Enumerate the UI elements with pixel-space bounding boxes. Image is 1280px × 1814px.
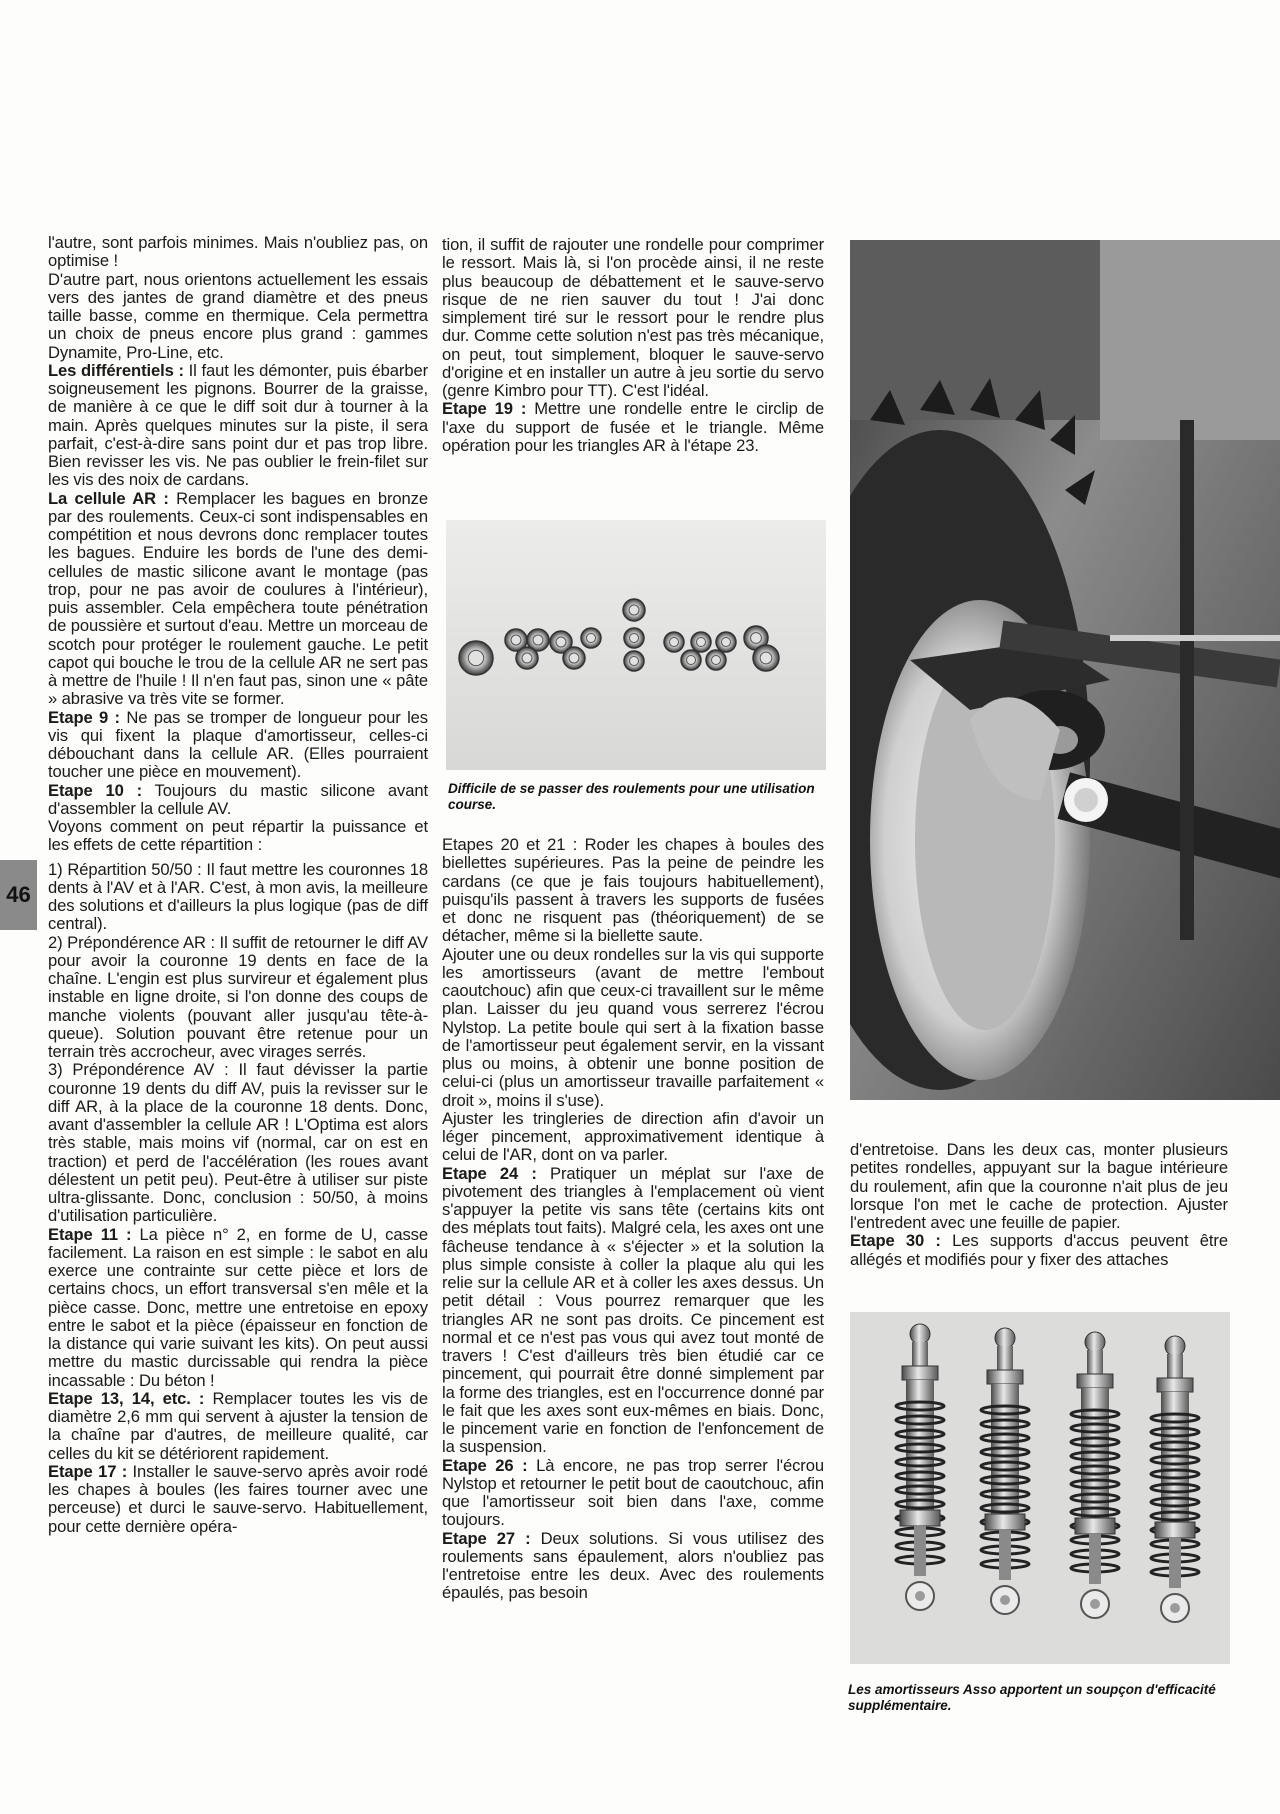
text-column-middle-top [442,236,824,455]
paragraph-text: 1) Répartition 50/50 : Il faut mettre les couronnes 18 dents à l'AV et à l'AR. C'est, à mon avis, la meilleure des solutions et d'ailleurs la plus logique (pas de diff central). [48,859,428,934]
paragraph-text: Ajuster les tringleries de direction afin d'avoir un léger pincement, approximativement identique à celui de l'AR, dont on va parler. [442,1108,824,1165]
washer-hole [760,652,772,664]
washer-hole [630,634,639,643]
text-column-left [48,234,428,1536]
step-heading: Les différentiels : [48,360,184,380]
paragraph-text: Là encore, ne pas trop serrer l'écrou Nylstop et retourner le petit bout de caoutchouc, afin que l'amortisseur soit bien dans l'axe, comme toujours. [442,1455,824,1530]
paragraph [442,236,824,400]
step-heading: La cellule AR : [48,488,169,508]
text-column-right [850,1141,1228,1269]
paragraph [48,1061,428,1225]
paragraph-text: D'autre part, nous orientons actuellement les essais vers des jantes de grand diamètre et des pneus taille basse, comme en thermique. Cela permettra un choix de pneus encore plus grand : gammes Dynamite, Pro-Line, etc. [48,269,428,362]
washer-hole [629,605,639,615]
step-heading: Etape 19 : [442,399,527,419]
step-heading: Etape 13, 14, etc. : [48,1388,205,1408]
step-heading: Etape 17 : [48,1461,128,1481]
paragraph-text: tion, il suffit de rajouter une rondelle pour comprimer le ressort. Mais là, si l'on procède ainsi, il ne reste plus beaucoup de débattement et le sauve-servo risque de ne rien sauver du tout ! J'ai donc simplement tiré sur le ressort pour le rendre plus dur. Comme cette solution n'est pas très mécanique, on peut, tout simplement, bloquer le sauve-servo d'origine et en installer un autre à jeu sortie du servo (genre Kimbro pour TT). C'est l'idéal. [442,235,824,400]
paragraph [48,782,428,819]
paragraph [48,234,428,271]
paragraph-text: Voyons comment on peut répartir la puissance et les effets de cette répartition : [48,817,428,855]
washer-hole [751,633,762,644]
paragraph-text: 2) Prépondérence AR : Il suffit de retourner le diff AV pour avoir la couronne 19 dents en face de la chaîne. L'engin est plus survireur et également plus instable en ligne droite, si l'on donne des coups de manche violents (pouvant aller jusqu'au tête-à-queue). Solution pouvant être retenue pour un terrain très accrocheur, avec virages serrés. [48,932,428,1061]
washers-caption: Difficile de se passer des roulements pour une utilisation course. [448,781,815,812]
paragraph [442,946,824,1110]
paragraph [48,861,428,934]
paragraph-text: l'autre, sont parfois minimes. Mais n'oubliez pas, on optimise ! [48,233,428,271]
paragraph-text: Ajouter une ou deux rondelles sur la vis qui supporte les amortisseurs (avant de mettre l'embout caoutchouc) afin que ceux-ci travaillent sur le même plan. Laisser du jeu quand vous serrerez l'écrou Nylstop. La petite boule qui sert à la fixation basse de l'amortisseur peut également servir, en la vissant plus ou moins, à obtenir une bonne position de celui-ci (plus un amortisseur travaille parfaitement « droit », moins il s'use). [442,944,824,1110]
washer-hole [569,653,579,663]
step-heading: Etape 9 : [48,707,120,727]
washer-hole [722,638,731,647]
suspension-photo [850,240,1280,1100]
shocks-caption: Les amortisseurs Asso apportent un soupçon d'efficacité supplémentaire. [848,1682,1216,1713]
paragraph [48,934,428,1062]
washer-hole [687,656,696,665]
paragraph [48,1226,428,1390]
washer-hole [533,635,543,645]
paragraph [48,362,428,490]
paragraph-text: Deux solutions. Si vous utilisez des roulements sans épaulement, alors n'oubliez pas l'entretoise entre les deux. Avec des roulements épaulés, pas besoin [442,1528,824,1603]
step-heading: Etape 30 : [850,1231,941,1251]
washer-hole [712,656,721,665]
paragraph [442,1530,824,1603]
washers-photo [446,520,826,770]
paragraph [48,1390,428,1463]
paragraph [442,1457,824,1530]
page-number-tab [0,860,37,930]
paragraph-text: Remplacer toutes les vis de diamètre 2,6 mm qui servent à ajuster la tension de la chaîne par d'autres, de meilleure qualité, car celles du kit se détériorent rapidement. [48,1388,429,1463]
shocks-image [850,1312,1230,1664]
paragraph [48,818,428,855]
paragraph [442,1165,824,1457]
text-column-middle-bottom [442,836,824,1603]
paragraph-text: Installer le sauve-servo après avoir rodé les chapes à boules (les faires tourner avec une perceuse) et durci le sauve-servo. Habituellement, pour cette dernière opéra- [48,1461,428,1536]
paragraph [442,400,824,455]
washer-hole [511,635,521,645]
paragraph [850,1232,1228,1269]
step-heading: Etape 24 : [442,1163,537,1183]
paragraph [48,271,428,362]
paragraph-text: Etapes 20 et 21 : Roder les chapes à boules des biellettes supérieures. Pas la peine de peindre les cardans (ce que je fais toujours habituellement), puisqu'ils passent à travers les supports de fusées et donc ne risquent pas (théoriquement) de se détacher, même si la biellette saute. [442,835,824,946]
step-heading: Etape 27 : [442,1528,531,1548]
washer-hole [630,657,639,666]
washers-image [446,520,826,770]
washer-hole [670,638,679,647]
step-heading: Etape 26 : [442,1455,528,1475]
paragraph-text: La pièce n° 2, en forme de U, casse facilement. La raison en est simple : le sabot en alu exerce une contrainte sur cette pièce et lors de certains chocs, un effort transversal s'en mêle et la pièce casse. Donc, mettre une entretoise en epoxy entre le sabot et la pièce (épaisseur en fonction de la distance qui varie suivant les kits). On peut aussi mettre du mastic durcissable qui rendra la pièce incassable : Du béton ! [48,1224,428,1390]
shocks-photo [850,1312,1230,1664]
paragraph-text: Il faut les démonter, puis ébarber soigneusement les pignons. Bourrer de la graisse, de manière à ce que le diff soit dur à tourner à la main. Après quelques minutes sur la piste, il sera parfait, c'est-à-dire sans point dur et pas trop libre. Bien revisser les vis. Ne pas oublier le frein-filet sur les vis des noix de cardans. [48,360,429,490]
paragraph-text: d'entretoise. Dans les deux cas, monter plusieurs petites rondelles, appuyant sur la bague intérieure du roulement, afin que la couronne n'ait plus de jeu lorsque l'on met le cache de protection. Ajuster l'entredent avec une feuille de papier. [850,1140,1228,1232]
step-heading: Etape 11 : [48,1224,132,1244]
page-number: 46 [6,882,31,907]
paragraph-text: 3) Prépondérence AV : Il faut dévisser la partie couronne 19 dents du diff AV, puis la revisser sur le diff AR, à la place de la couronne 18 dents. Donc, avant d'assembler la cellule AR ! L'Optima est alors très stable, mais moins vif (normal, car on est en traction) et perd de l'accélération (les roues avant délestent un petit peu). Peut-être à utiliser sur piste ultra-glissante. Donc, conclusion : 50/50, à moins d'utilisation particulière. [48,1060,428,1226]
paragraph [48,1463,428,1536]
washer-hole [522,653,532,663]
paragraph-text: Les supports d'accus peuvent être allégés et modifiés pour y fixer des attaches [850,1231,1228,1269]
paragraph [850,1141,1228,1232]
paragraph-text: Ne pas se tromper de longueur pour les vis qui fixent la plaque d'amortisseur, celles-ci débouchant dans la cellule AR. (Elles pourraient toucher une pièce en mouvement). [48,707,428,782]
paragraph [48,709,428,782]
paragraph [442,836,824,946]
washer-hole [587,634,596,643]
washer-hole [697,638,706,647]
paragraph-text: Mettre une rondelle entre le circlip de l'axe du support de fusée et le triangle. Même opération pour les triangles AR à l'étape 23. [442,399,824,455]
suspension-image [850,240,1280,1100]
washer-hole [468,650,483,665]
paragraph-text: Toujours du mastic silicone avant d'assembler la cellule AV. [48,780,428,818]
step-heading: Etape 10 : [48,780,143,800]
paragraph-text: Remplacer les bagues en bronze par des roulements. Ceux-ci sont indispensables en compétition et nous devrons donc remplacer toutes les bagues. Enduire les bords de l'une des demi-cellules de mastic silicone avant le montage (pas trop, pour ne pas avoir de coulures à l'intérieur), puis assembler. Cela empêchera toute pénétration de poussière et surtout d'eau. Mettre un morceau de scotch pour protéger le roulement gauche. Le petit capot qui bouche le trou de la cellule AR ne sert pas à mettre de l'huile ! Il n'en faut pas, sinon une « pâte » abrasive va très vite se former. [48,488,429,709]
paragraph-text: Pratiquer un méplat sur l'axe de pivotement des triangles à l'emplacement où vient s'appuyer la petite vis sans tête (certains kits ont des méplats tout faits). Malgré cela, les axes ont une fâcheuse tendance à « s'éjecter » et la solution la plus simple consiste à coller la plaque alu qui les relie sur la cellule AR et à coller les axes dessus. Un petit détail : Vous pourrez remarquer que les triangles AR ne sont pas droits. Ce pincement est normal et ce n'est pas vous qui avez tout monté de travers ! C'est d'ailleurs très bien étudié car ce pincement, qui pourrait être donné simplement par la forme des triangles, est en l'occurrence donné par le fait que les axes sont eux-mêmes en biais. Donc, le pincement varie en fonction de l'enfoncement de la suspension. [442,1163,824,1457]
paragraph [48,490,428,709]
paragraph [442,1110,824,1165]
washer-hole [556,637,566,647]
